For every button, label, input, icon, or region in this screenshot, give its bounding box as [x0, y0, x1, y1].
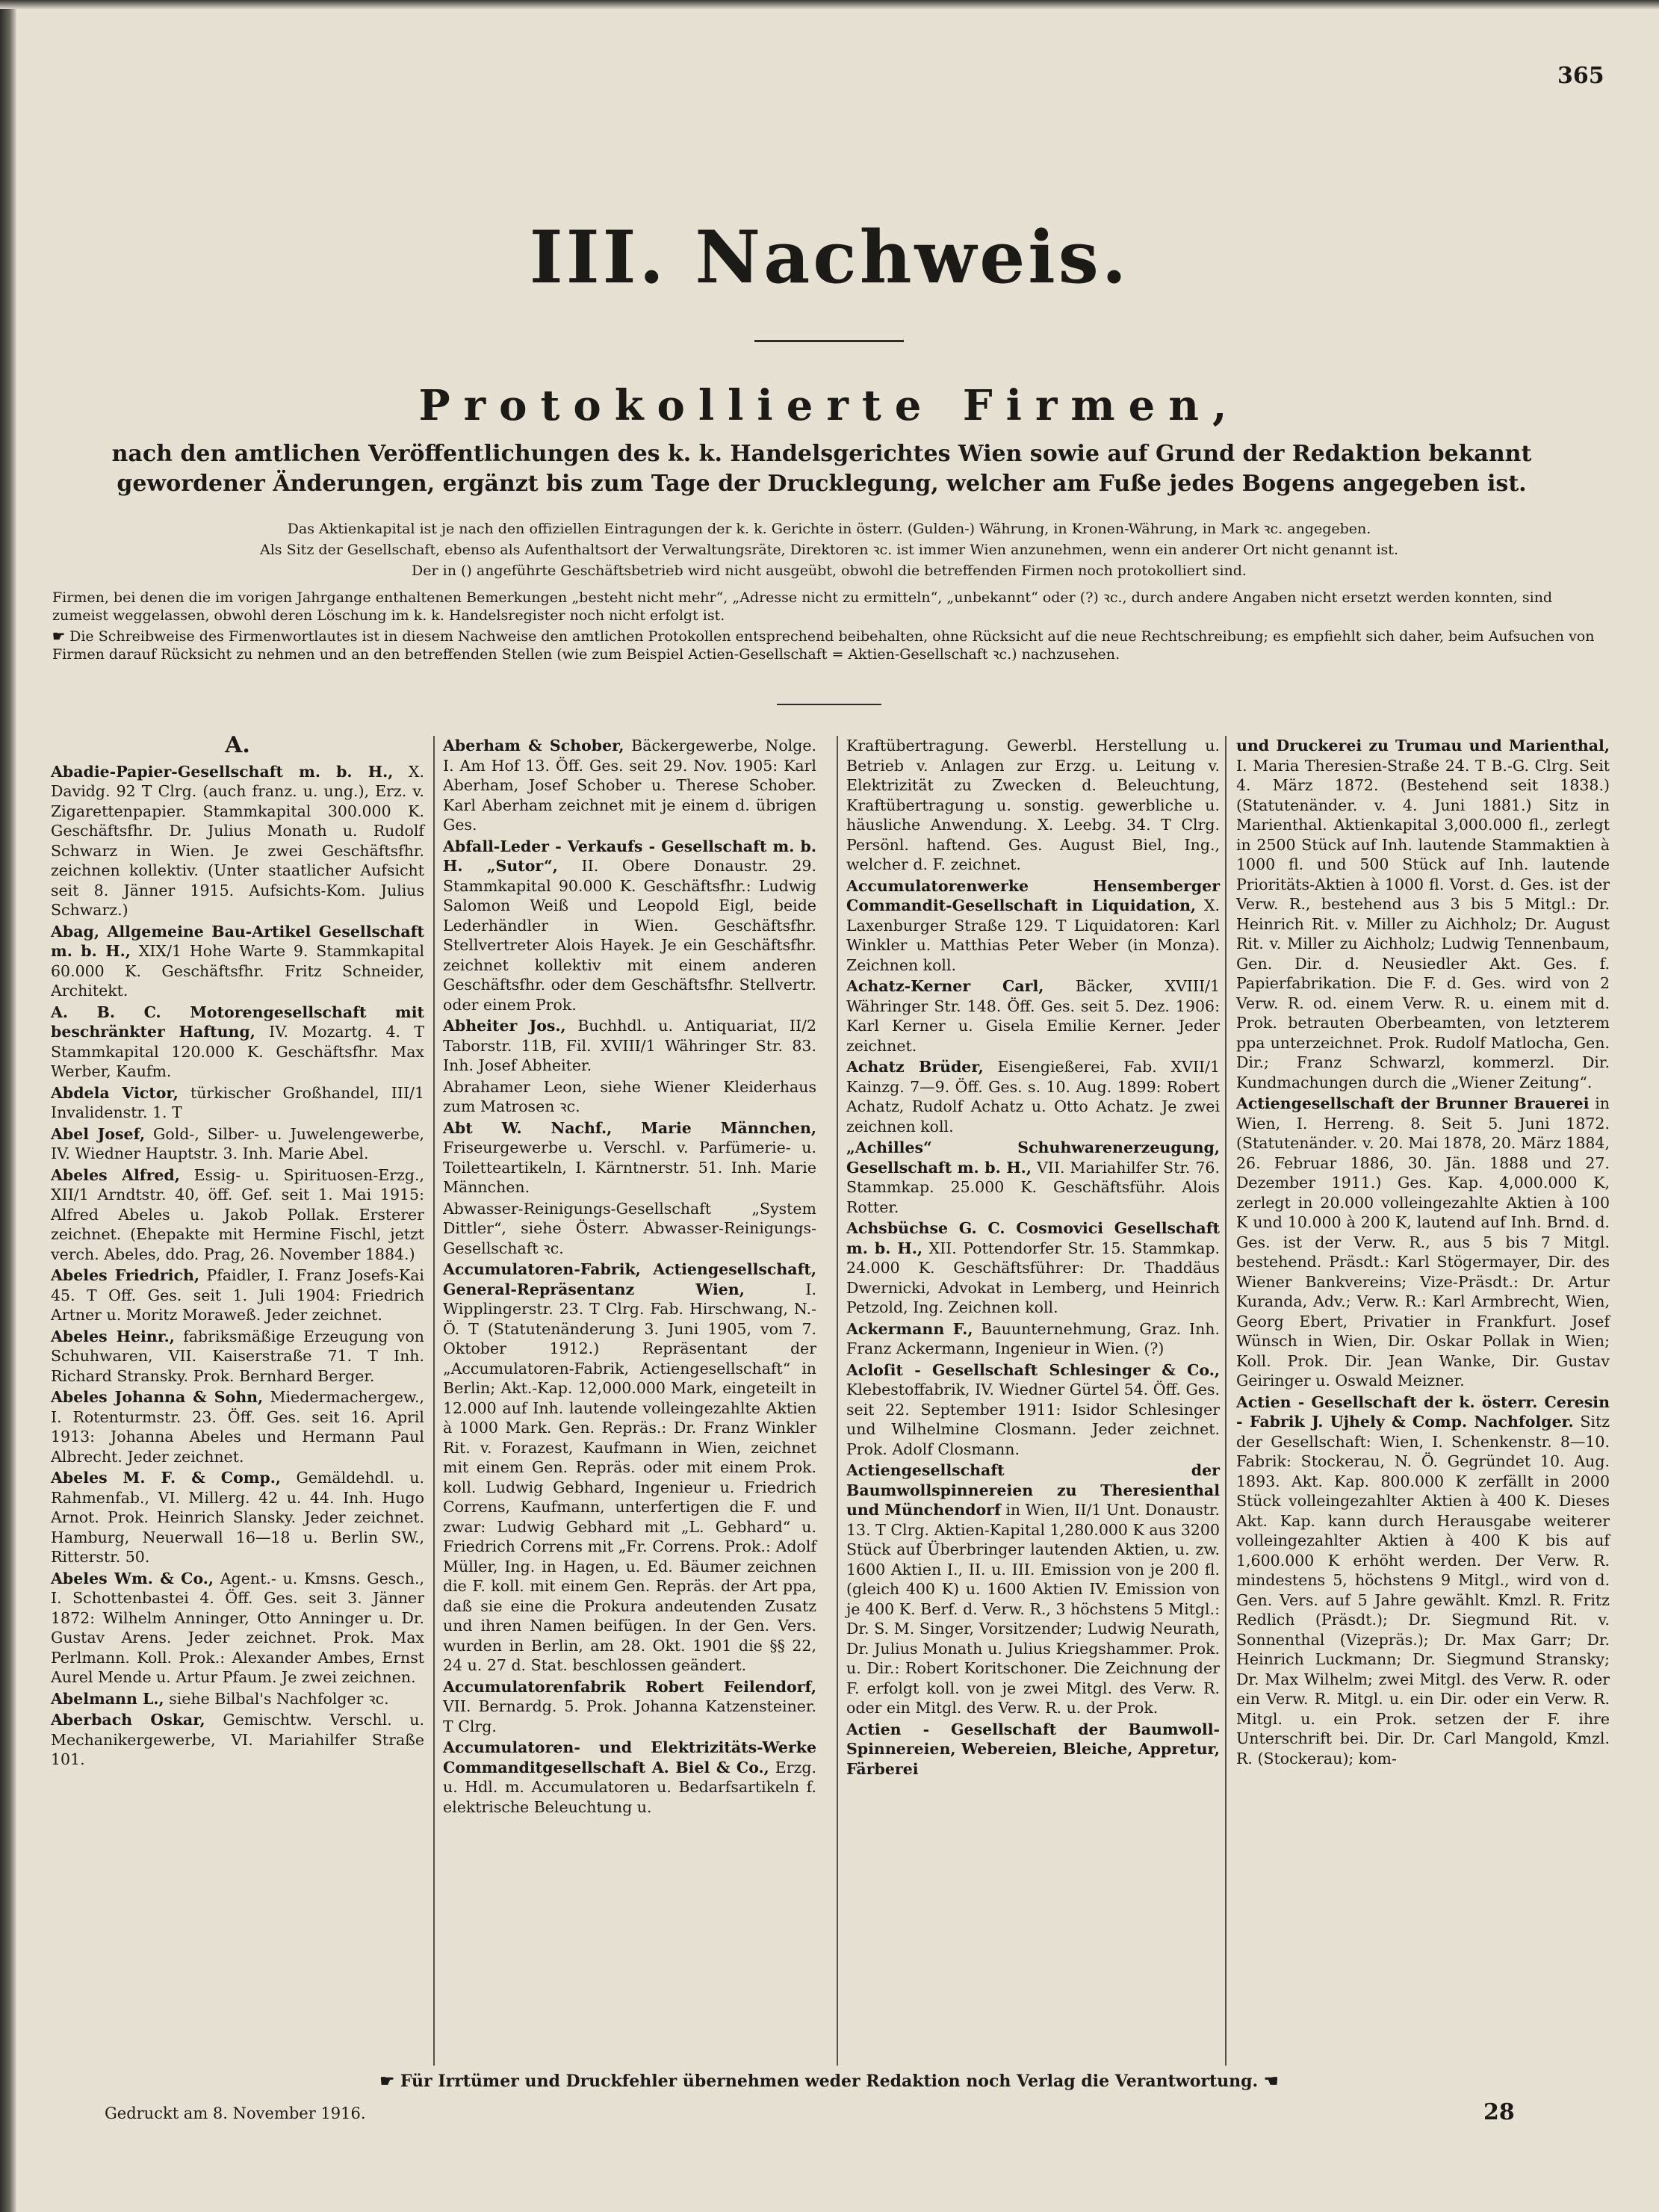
main-title: III. Nachweis. — [529, 215, 1130, 300]
firm-entry — [51, 1165, 424, 1265]
firm-name: Abeles Heinr., — [51, 1327, 175, 1345]
firm-details: I. Maria Theresien-Straße 24. T B.-G. Clrg. Seit 4. März 1872. (Bestehend seit 1838.) (Statutenänder. v. 4. Juni 1881.) Sitz in Marienthal. Aktienkapital 3,000.000 fl., zerlegt in 2500 Stück auf Inh. lautende Stammaktien à 1000 fl. und 500 Stück auf Inh. lautende Prioritäts-Aktien à 1000 fl. Vorst. d. Ges. ist der Verw. R., bestehend aus 3 bis 5 Mitgl.: Dr. Heinrich Rit. v. Miller zu Aichholz; Dr. August Rit. v. Miller zu Aichholz; Ludwig Tennenbaum, Gen. Dir. d. Neusiedler Akt. Ges. f. Papierfabrikation. Die F. d. Ges. wird von 2 Verw. R. od. einem Verw. R. u. einem mit d. Prok. betrauten Oberbeamten, von letzterem ppa unterzeichnet. Prok. Rudolf Matlocha, Gen. Dir.; Franz Schwarzl, kommerzl. Dir. Kundmachungen durch die „Wiener Zeitung“. — [1236, 756, 1610, 1091]
scan-left-edge — [0, 0, 16, 2212]
firm-name: Actiengesellschaft der Brunner Brauerei — [1236, 1094, 1590, 1112]
firm-details: Sitz der Gesellschaft: Wien, I. Schenkenstr. 8—10. Fabrik: Stockerau, N. Ö. Gegründet 10. Aug. 1893. Akt. Kap. 800.000 K zerfällt in 2000 Stück volleingezahlter Aktien à 400 K. Dieses Akt. Kap. kann durch Herausgabe weiterer volleingezahlter Aktien à 400 K bis auf 1,600.000 K erhöht werden. Der Verw. R. mindestens 5, höchstens 9 Mitgl., wird von d. Gen. Vers. auf 5 Jahre gewählt. Kmzl. R. Fritz Redlich (Präsdt.); Dr. Siegmund Rit. v. Sonnenthal (Vizepräs.); Dr. Max Garr; Dr. Heinrich Luckmann; Dr. Siegmund Stransky; Dr. Max Wilhelm; zwei Mitgl. des Verw. R. oder ein Verw. R. Mitgl. u. ein Dir. oder ein Verw. R. Mitgl. u. ein Prok. setzen der F. ihre Unterschrift bei. Dir. Dr. Carl Mangold, Kmzl. R. (Stockerau); kom- — [1236, 1413, 1610, 1768]
notes-block-2 — [52, 589, 1606, 666]
firm-name: Abheiter Jos., — [443, 1017, 566, 1035]
firm-name: Achsbüchse G. C. Cosmovici Gesellschaft m. b. H., — [846, 1219, 1220, 1257]
firm-details: Friseurgewerbe u. Verschl. v. Parfümerie- u. Toiletteartikeln, I. Kärntnerstr. 51. Inh. Marie Männchen. — [443, 1138, 816, 1196]
firm-entry — [443, 1016, 816, 1076]
firm-entry — [846, 736, 1220, 875]
sheet-number: 28 — [1483, 2099, 1515, 2125]
firm-name: Accumulatoren-Fabrik, Actiengesellschaft, General-Repräsentanz Wien, — [443, 1260, 816, 1298]
column-1 — [51, 732, 424, 1771]
firm-entry — [51, 1689, 424, 1709]
firm-entry — [1236, 1392, 1610, 1769]
firm-name: Abel Josef, — [51, 1124, 146, 1143]
firm-details: Miedermachergew., I. Rotenturmstr. 23. Öff. Ges. seit 16. April 1913: Johanna Abeles und Hermann Paul Albrecht. Jeder zeichnet. — [51, 1388, 424, 1466]
note-1: Das Aktienkapital ist je nach den offiziellen Eintragungen der k. k. Gerichte in österr. (Gulden-) Währung, in Kronen-Währung, in Mark ꝛc. angegeben. — [287, 521, 1371, 537]
firm-details: Abrahamer Leon, siehe Wiener Kleiderhaus zum Matrosen ꝛc. — [443, 1077, 816, 1115]
scan-top-edge — [0, 0, 1659, 9]
firm-entry — [443, 1118, 816, 1198]
note-2: Als Sitz der Gesellschaft, ebenso als Aufenthaltsort der Verwaltungsräte, Direktoren ꝛc. ist immer Wien anzunehmen, wenn ein anderer Ort nicht genannt ist. — [260, 542, 1398, 558]
firm-name: Accumulatoren- und Elektrizitäts-Werke Commanditgesellschaft A. Biel & Co., — [443, 1738, 816, 1776]
notes-block — [52, 520, 1606, 583]
firm-entry — [846, 1057, 1220, 1136]
firm-name: Accumulatorenfabrik Robert Feilendorf, — [443, 1677, 816, 1696]
firm-name: Abeles M. F. & Comp., — [51, 1469, 282, 1487]
firm-entry — [846, 976, 1220, 1056]
firm-details: fabriksmäßige Erzeugung von Schuhwaren, VII. Kaiserstraße 71. T Inh. Richard Stransky. Prok. Bernhard Berger. — [51, 1327, 424, 1385]
section-letter: A. — [225, 732, 250, 758]
firm-name: Abag, Allgemeine Bau-Artikel Gesellschaft m. b. H., — [51, 922, 424, 960]
firm-entry — [1236, 1094, 1610, 1391]
firm-name: Aberbach Oskar, — [51, 1711, 205, 1729]
firm-details: I. Wipplingerstr. 23. T Clrg. Fab. Hirschwang, N.-Ö. T (Statutenänderung 3. Juni 1905, vom 7. Oktober 1912.) Repräsentant der „Accumulatoren-Fabrik, Actiengesellschaft“ in Berlin; Akt.-Kap. 12,000.000 Mark, eingeteilt in 12.000 auf Inh. lautende volleingezahlte Aktien à 1000 Mark. Gen. Repräs.: Dr. Franz Winkler Rit. v. Forazest, Kaufmann in Wien, zeichnet mit einem Gen. Repräs. oder mit einem Prok. koll. Ludwig Gebhard, Ingenieur u. Friedrich Correns, Kaufmann, unterfertigen die F. und zwar: Ludwig Gebhard mit „L. Gebhard“ u. Friedrich Correns mit „Fr. Correns. Prok.: Adolf Müller, Ing. in Hagen, u. Ed. Bäumer zeichnen die F. koll. mit einem Gen. Repräs. der Art ppa, daß sie eine die Prokura andeutenden Zusatz und ihren Namen beifügen. In der Gen. Vers. wurden in Berlin, am 28. Okt. 1901 die §§ 22, 24 u. 27 d. Stat. beschlossen geändert. — [443, 1280, 816, 1674]
firm-entry — [51, 1083, 424, 1123]
pointing-hand-left-icon: ☚ — [1263, 2072, 1279, 2091]
firm-entry — [846, 1319, 1220, 1359]
firm-details: IV. Mozartg. 4. T Stammkapital 120.000 K. Geschäftsfhr. Max Werber, Kaufm. — [51, 1023, 424, 1080]
firm-entry — [443, 1738, 816, 1817]
firm-details: in Wien, I. Herreng. 8. Seit 5. Juni 1872. (Statutenänder. v. 20. Mai 1878, 20. März 1884, 26. Februar 1886, 30. Jän. 1888 und 27. Dezember 1911.) Ges. Kap. 4,000.000 K, zerlegt in 20.000 volleingezahlte Aktien à 100 K und 10.000 à 200 K, lautend auf Inh. Brnd. d. Ges. ist der Verw. R., aus 5 bis 7 Mitgl. bestehend. Präsdt.: Karl Stögermayer, Dir. des Wiener Bankvereins; Vize-Präsdt.: Dr. Artur Kuranda, Adv.; Verw. R.: Karl Armbrecht, Wien, Georg Ebert, Privatier in Frankfurt. Josef Wünsch in Wien, Dir. Oskar Pollak in Wien; Koll. Prok. Dir. Jean Wanke, Dir. Gustav Geiringer u. Oswald Meizner. — [1236, 1094, 1610, 1390]
firm-name: Aberham & Schober, — [443, 737, 624, 755]
firm-details: X. Davidg. 92 T Clrg. (auch franz. u. ung.), Erz. v. Zigarettenpapier. Stammkapital 300.000 K. Geschäftsfhr. Dr. Julius Monath u. Rudolf Schwarz in Wien. Je zwei Geschäftsfhr. zeichnen kollektiv. (Unter staatlicher Aufsicht seit 8. Jänner 1915. Aufsichts-Kom. Julius Schwarz.) — [51, 762, 424, 919]
firm-details: Pfaidler, I. Franz Josefs-Kai 45. T Off. Ges. seit 1. Juli 1904: Friedrich Artner u. Moritz Moraweß. Jeder zeichnet. — [51, 1266, 424, 1324]
note-long: Firmen, bei denen die im vorigen Jahrgange enthaltenen Bemerkungen „besteht nicht mehr“, „Adresse nicht zu ermitteln“, „unbekannt“ oder (?) ꝛc., durch andere Angaben nicht ersetzt werden konnten, sind zumeist weggelassen, obwohl deren Löschung im k. k. Handelsregister noch nicht erfolgt ist. — [52, 589, 1553, 624]
firm-name: Abfall-Leder - Verkaufs - Gesellschaft m. b. H. „Sutor“, — [443, 837, 816, 875]
pointing-hand-icon: ☛ — [52, 628, 66, 645]
firm-name: Actiengesellschaft der Baumwollspinnereien zu Theresienthal und Münchendorf — [846, 1461, 1220, 1519]
note-3: Der in () angeführte Geschäftsbetrieb wird nicht ausgeübt, obwohl die betreffenden Firmen noch protokolliert sind. — [412, 563, 1247, 579]
firm-entry — [846, 876, 1220, 976]
firm-entry — [443, 837, 816, 1015]
note-spelling-text: Die Schreibweise des Firmenwortlautes ist in diesem Nachweise den amtlichen Protokollen entsprechend beibehalten, ohne Rücksicht auf die neue Rechtschreibung; es empfiehlt sich daher, beim Aufsuchen von Firmen darauf Rücksicht zu nehmen und an den betreffenden Stellen (wie zum Beispiel Actien-Gesellschaft = Aktien-Gesellschaft ꝛc.) nachzusehen. — [52, 628, 1595, 663]
firm-details: VII. Mariahilfer Str. 76. Stammkap. 25.000 K. Geschäftsführ. Alois Rotter. — [846, 1158, 1220, 1216]
column-separator-3 — [1225, 736, 1227, 2066]
firm-name: Abadie-Papier-Gesellschaft m. b. H., — [51, 762, 394, 781]
page-number: 365 — [1557, 63, 1604, 89]
firm-entry — [51, 1124, 424, 1164]
firm-details: türkischer Großhandel, III/1 Invalidenstr. 1. T — [51, 1083, 424, 1121]
firm-details: II. Obere Donaustr. 29. Stammkapital 90.000 K. Geschäftsfhr.: Ludwig Salomon Weiß und Leopold Eigl, beide Lederhändler in Wien. Geschäftsfhr. Stellvertreter Alois Hayek. Je ein Geschäftsfhr. zeichnet kollektiv mit einem anderen Geschäftsfhr. oder dem Geschäftsfhr. Stellvertr. oder einem Prok. — [443, 857, 816, 1014]
firm-name: Actien - Gesellschaft der k. österr. Ceresin - Fabrik J. Ujhely & Comp. Nachfolger. — [1236, 1392, 1610, 1431]
notes-rule — [777, 704, 881, 705]
firm-details: Eisengießerei, Fab. XVII/1 Kainzg. 7—9. Öff. Ges. s. 10. Aug. 1899: Robert Achatz, Rudolf Achatz u. Otto Achatz. Je zwei zeichnen koll. — [846, 1058, 1220, 1136]
firm-details: siehe Bilbal's Nachfolger ꝛc. — [169, 1689, 389, 1708]
firm-entry — [443, 736, 816, 835]
firm-entry — [51, 1468, 424, 1567]
firm-details: Erzg. u. Hdl. m. Accumulatoren u. Bedarfsartikeln f. elektrische Beleuchtung u. — [443, 1758, 816, 1816]
firm-entry — [51, 762, 424, 920]
footer-note-text: Für Irrtümer und Druckfehler übernehmen weder Redaktion noch Verlag die Verantwortung. — [400, 2072, 1259, 2091]
firm-name: und Druckerei zu Trumau und Marienthal, — [1236, 737, 1610, 755]
firm-entry — [846, 1460, 1220, 1718]
firm-name: Abt W. Nachf., Marie Männchen, — [443, 1118, 816, 1137]
column-4 — [1236, 736, 1610, 1770]
firm-entry — [51, 1003, 424, 1082]
column-2 — [443, 736, 816, 1818]
firm-entry — [846, 1720, 1220, 1779]
firm-details: Gold-, Silber- u. Juwelengewerbe, IV. Wiedner Hauptstr. 3. Inh. Marie Abel. — [51, 1124, 424, 1162]
firm-details: Klebestoffabrik, IV. Wiedner Gürtel 54. Öff. Ges. seit 22. September 1911: Isidor Schlesinger und Wilhelmine Closmann. Jeder zeichnet. Prok. Adolf Closmann. — [846, 1381, 1220, 1458]
firm-entry — [51, 1265, 424, 1325]
firm-name: Abeles Friedrich, — [51, 1266, 199, 1284]
firm-entry — [443, 1199, 816, 1259]
footer-note — [224, 2071, 1434, 2092]
firm-name: Abdela Victor, — [51, 1083, 179, 1102]
firm-name: Achatz-Kerner Carl, — [846, 977, 1044, 995]
firm-entry — [846, 1218, 1220, 1318]
firm-details: Essig- u. Spirituosen-Erzg., XII/1 Arndtstr. 40, öff. Gef. seit 1. Mai 1915: Alfred Abeles u. Jakob Pollak. Ersterer zeichnet. (Ehepakte mit Hermine Fischl, jetzt verch. Abeles, ddo. Prag, 26. November 1884.) — [51, 1165, 424, 1263]
firm-details: VII. Bernardg. 5. Prok. Johanna Katzensteiner. T Clrg. — [443, 1697, 816, 1735]
firm-entry — [846, 1138, 1220, 1217]
firm-name: Accumulatorenwerke Hensemberger Commandit-Gesellschaft in Liquidation, — [846, 876, 1220, 914]
firm-name: A. B. C. Motorengesellschaft mit beschränkter Haftung, — [51, 1003, 424, 1041]
firm-details: XII. Pottendorfer Str. 15. Stammkap. 24.000 K. Geschäftsführer: Dr. Thaddäus Dwernicki, Advokat in Lemberg, und Heinrich Petzold, Ing. Zeichnen koll. — [846, 1239, 1221, 1316]
firm-entry — [443, 1260, 816, 1676]
firm-name: Achatz Brüder, — [846, 1058, 984, 1076]
firm-details: in Wien, II/1 Unt. Donaustr. 13. T Clrg. Aktien-Kapital 1,280.000 K aus 3200 Stück auf Überbringer lautenden Aktien, u. zw. 1600 Aktien I., II. u. III. Emission von je 200 fl. (gleich 400 K) u. 1600 Aktien IV. Emission von je 400 K. Berf. d. Verw. R., 3 höchstens 5 Mitgl.: Dr. S. M. Singer, Vorsitzender; Ludwig Neurath, Dr. Julius Monath u. Julius Kriegshammer. Prok. u. Dir.: Robert Koritschoner. Die Zeichnung der F. erfolgt koll. von je zwei Mitgl. des Verw. R. oder ein Mitgl. des Verw. R. u. der Prok. — [846, 1501, 1220, 1717]
firm-details: Bäckergewerbe, Nolge. I. Am Hof 13. Öff. Ges. seit 29. Nov. 1905: Karl Aberham, Josef Schober u. Therese Schober. Karl Aberham zeichnet mit je einem d. übrigen Ges. — [443, 737, 816, 834]
firm-name: Abeles Alfred, — [51, 1165, 180, 1184]
title-rule — [754, 340, 904, 342]
firm-entry — [51, 1327, 424, 1387]
firm-name: Abeles Johanna & Sohn, — [51, 1388, 264, 1406]
firm-name: „Achilles“ Schuhwarenerzeugung, Gesellschaft m. b. H., — [846, 1138, 1220, 1177]
firm-entry — [443, 1677, 816, 1737]
firm-details: Abwasser-Reinigungs-Gesellschaft „System Dittler“, siehe Österr. Abwasser-Reinigungs-Gesellschaft ꝛc. — [443, 1199, 816, 1257]
firm-details: Gemäldehdl. u. Rahmenfab., VI. Millerg. 42 u. 44. Inh. Hugo Arnot. Prok. Heinrich Slansky. Jeder zeichnet. Hamburg, Neuerwall 16—18 u. Berlin SW., Ritterstr. 50. — [51, 1469, 424, 1566]
intro-text: nach den amtlichen Veröffentlichungen des k. k. Handelsgerichtes Wien sowie auf Grund der Redaktion bekannt gewordener Änderungen, ergänzt bis zum Tage der Drucklegung, welcher am Fuße jedes Bogens angegeben ist. — [111, 441, 1532, 497]
firm-entry — [846, 1360, 1220, 1460]
firm-name: Actien - Gesellschaft der Baumwoll-Spinnereien, Webereien, Bleiche, Appretur, Färberei — [846, 1720, 1220, 1778]
firm-details: Bauunternehmung, Graz. Inh. Franz Ackermann, Ingenieur in Wien. (?) — [846, 1319, 1220, 1357]
firm-details: Buchhdl. u. Antiquariat, II/2 Taborstr. 11B, Fil. XVIII/1 Währinger Str. 83. Inh. Josef Abheiter. — [443, 1017, 816, 1074]
column-separator-1 — [433, 736, 435, 2066]
firm-entry — [51, 922, 424, 1001]
firm-entry — [1236, 736, 1610, 1092]
firm-details: XIX/1 Hohe Warte 9. Stammkapital 60.000 K. Geschäftsfhr. Fritz Schneider, Architekt. — [51, 942, 424, 1000]
firm-entry — [51, 1710, 424, 1770]
pointing-hand-icon: ☛ — [379, 2072, 395, 2091]
firm-details: Gemischtw. Verschl. u. Mechanikergewerbe, VI. Mariahilfer Straße 101. — [51, 1711, 424, 1768]
column-3 — [846, 736, 1220, 1780]
firm-details: X. Laxenburger Straße 129. T Liquidatoren: Karl Winkler u. Matthias Peter Weber (in Monza). Zeichnen koll. — [846, 896, 1220, 974]
firm-name: Acloſit - Gesellschaft Schlesinger & Co., — [846, 1360, 1220, 1379]
firm-entry — [51, 1569, 424, 1688]
firm-name: Abeles Wm. & Co., — [51, 1569, 214, 1587]
column-separator-2 — [837, 736, 838, 2066]
print-date: Gedruckt am 8. November 1916. — [105, 2104, 366, 2122]
sub-title: Protokollierte Firmen, — [418, 381, 1241, 430]
firm-details: Bäcker, XVIII/1 Währinger Str. 148. Öff. Ges. seit 5. Dez. 1906: Karl Kerner u. Gisela Emilie Kerner. Jeder zeichnet. — [846, 977, 1220, 1055]
firm-name: Ackermann F., — [846, 1319, 973, 1338]
firm-entry — [443, 1077, 816, 1117]
firm-name: Abelmann L., — [51, 1689, 164, 1708]
note-spelling — [52, 628, 1606, 663]
firm-entry — [51, 1387, 424, 1466]
firm-details: Agent.- u. Kmsns. Gesch., I. Schottenbastei 4. Öff. Ges. seit 3. Jänner 1872: Wilhelm Anninger, Otto Anninger u. Dr. Gustav Arens. Jeder zeichnet. Prok. Max Perlmann. Koll. Prok.: Alexander Ambes, Ernst Aurel Mende u. Artur Pfaum. Je zwei zeichnen. — [51, 1569, 424, 1686]
firm-details: Kraftübertragung. Gewerbl. Herstellung u. Betrieb v. Anlagen zur Erzg. u. Leitung v. Elektrizität zu Zwecken d. Beleuchtung, Kraftübertragung u. sonstig. gewerbliche u. häusliche Anwendung. X. Leebg. 34. T Clrg. Persönl. haftend. Ges. August Biel, Ing., welcher d. F. zeichnet. — [846, 737, 1220, 873]
